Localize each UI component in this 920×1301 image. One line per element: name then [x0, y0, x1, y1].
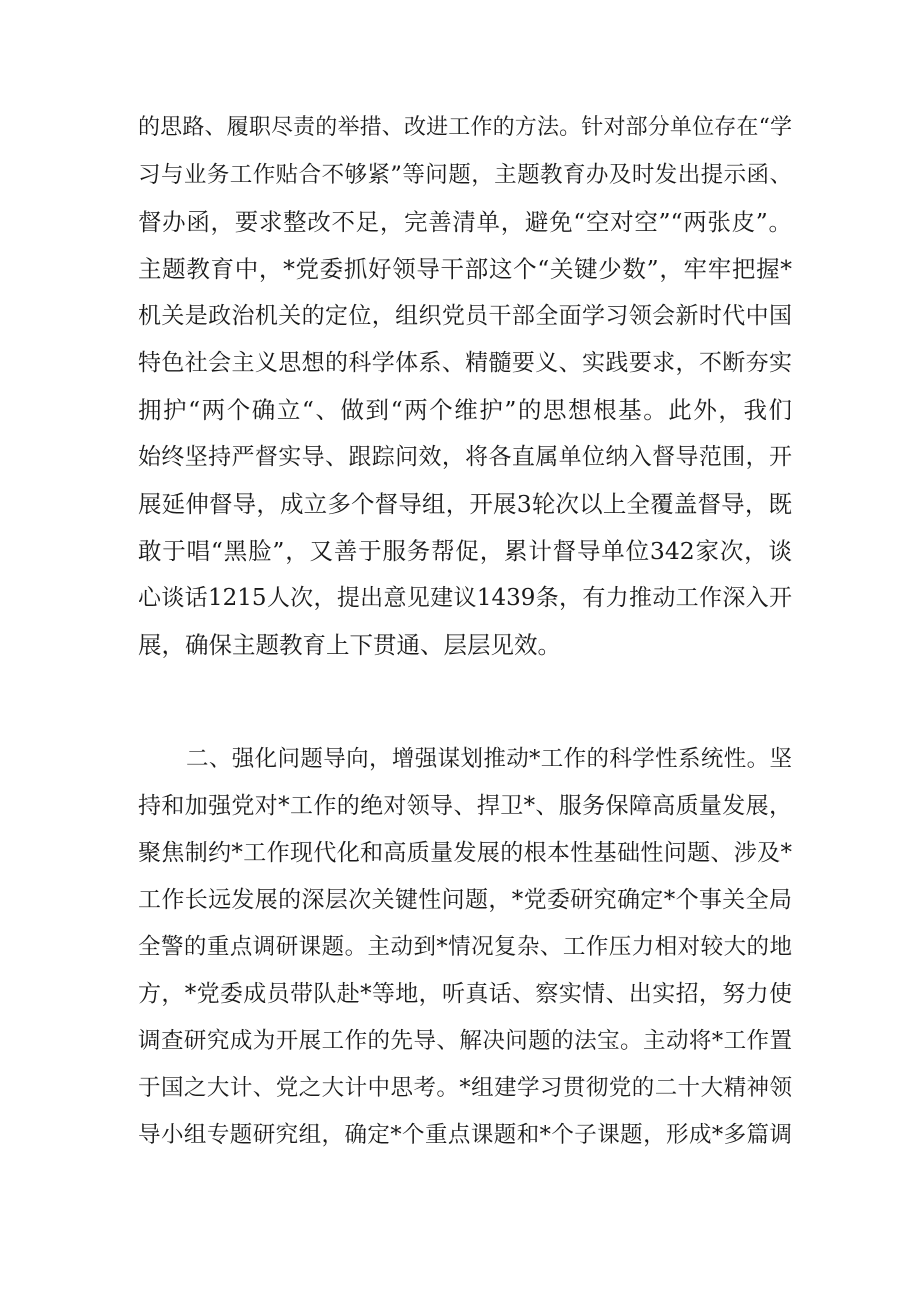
- text-line: 机关是政治机关的定位，组织党员干部全面学习领会新时代中国: [138, 303, 792, 329]
- text-line: 于国之大计、党之大计中思考。*组建学习贯彻党的二十大精神领: [138, 1075, 792, 1101]
- text-line: 展，确保主题教育上下贯通、层层见效。: [138, 631, 561, 659]
- text-line: 心谈话1215人次，提出意见建议1439条，有力推动工作深入开: [138, 585, 792, 611]
- text-line: 工作长远发展的深层次关键性问题，*党委研究确定*个事关全局: [138, 887, 792, 913]
- text-line: 拥护“两个确立“、做到“两个维护”的思想根基。此外，我们: [138, 396, 792, 424]
- text-line: 的思路、履职尽责的举措、改进工作的方法。针对部分单位存在“学: [138, 115, 792, 140]
- text-line: 导小组专题研究组，确定*个重点课题和*个子课题，形成*多篇调: [138, 1122, 792, 1148]
- text-line: 始终坚持严督实导、跟踪问效，将各直属单位纳入督导范围，开: [138, 444, 792, 470]
- text-line: 持和加强党对*工作的绝对领导、捍卫*、服务保障高质量发展，: [138, 793, 792, 819]
- text-line: 特色社会主义思想的科学体系、精髓要义、实践要求，不断夯实: [138, 350, 792, 376]
- text-line: 敢于唱“黑脸”，又善于服务帮促，累计督导单位342家次，谈: [138, 537, 792, 565]
- text-line: 方，*党委成员带队赴*等地，听真话、察实情、出实招，努力使: [138, 981, 792, 1007]
- text-line: 督办函，要求整改不足，完善清单，避免“空对空”“两张皮”。: [138, 208, 792, 236]
- text-line: 主题教育中，*党委抓好领导干部这个“关键少数”，牢牢把握*: [138, 255, 792, 283]
- text-line: 调查研究成为开展工作的先导、解决问题的法宝。主动将*工作置: [138, 1028, 792, 1054]
- text-line: 全警的重点调研课题。主动到*情况复杂、工作压力相对较大的地: [138, 934, 792, 960]
- text-line: 展延伸督导，成立多个督导组，开展3轮次以上全覆盖督导，既: [138, 490, 792, 518]
- text-line: 习与业务工作贴合不够紧”等问题，主题教育办及时发出提示函、: [138, 162, 792, 188]
- text-line: 二、强化问题导向，增强谋划推动*工作的科学性系统性。坚: [186, 746, 792, 772]
- text-line: 聚焦制约*工作现代化和高质量发展的根本性基础性问题、涉及*: [138, 840, 792, 866]
